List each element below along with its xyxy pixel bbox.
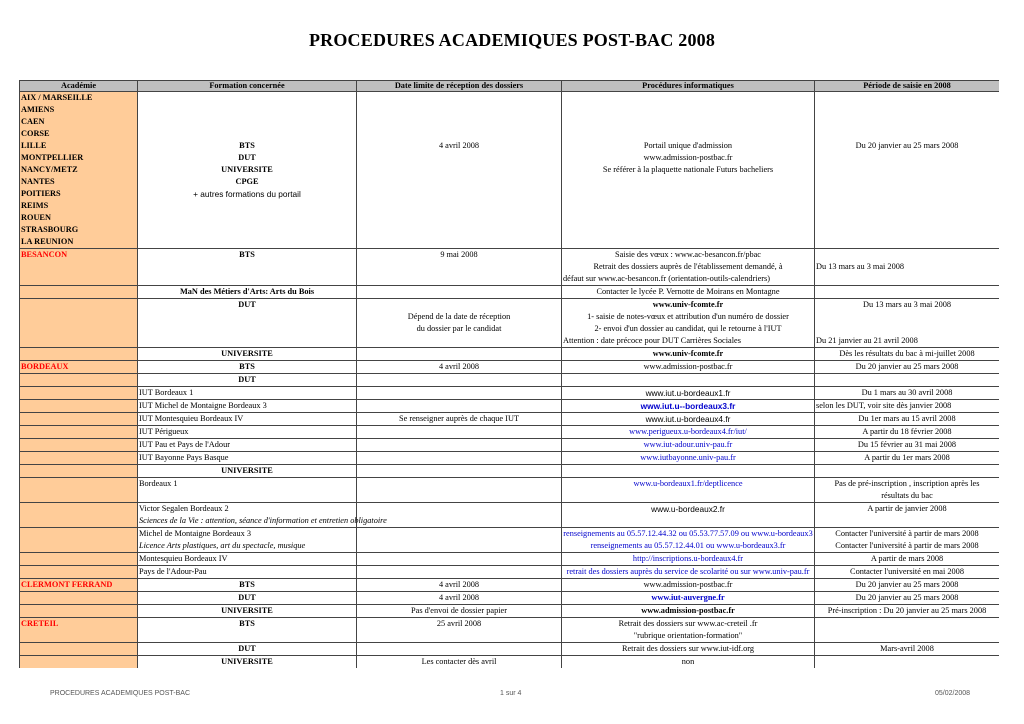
cell-academie — [20, 540, 138, 553]
cell-academie: REIMS — [20, 200, 138, 212]
table-row — [20, 553, 1000, 566]
cell-periode: A partir de mars 2008 — [815, 553, 1000, 566]
cell-procedures — [562, 465, 815, 478]
cell-date-limite — [357, 200, 562, 212]
cell-procedures — [562, 224, 815, 236]
table-row — [20, 400, 1000, 413]
cell-periode: Du 15 février au 31 mai 2008 — [815, 439, 1000, 452]
cell-procedures: Se référer à la plaquette nationale Futurs bacheliers — [562, 164, 815, 176]
cell-academie: LA REUNION — [20, 236, 138, 249]
cell-academie — [20, 566, 138, 579]
cell-date-limite — [357, 643, 562, 656]
cell-date-limite — [357, 400, 562, 413]
table-row — [20, 164, 1000, 176]
cell-formation: UNIVERSITE — [138, 656, 357, 669]
cell-periode — [815, 176, 1000, 188]
cell-procedures: Retrait des dossiers auprès de l'établissement demandé, à — [562, 261, 815, 273]
cell-academie — [20, 656, 138, 669]
cell-periode — [815, 164, 1000, 176]
cell-procedures — [562, 200, 815, 212]
cell-formation: IUT Pau et Pays de l'Adour — [138, 439, 357, 452]
cell-date-limite: Dépend de la date de réception — [357, 311, 562, 323]
cell-procedures: Retrait des dossiers sur www.iut-idf.org — [562, 643, 815, 656]
cell-formation: Licence Arts plastiques, art du spectacle, musique — [138, 540, 357, 553]
cell-academie: CRETEIL — [20, 618, 138, 631]
cell-procedures — [562, 128, 815, 140]
cell-procedures: www.admission-postbac.fr — [562, 152, 815, 164]
table-row — [20, 116, 1000, 128]
cell-academie — [20, 515, 138, 528]
cell-formation: BTS — [138, 361, 357, 374]
document-title: PROCEDURES ACADEMIQUES POST-BAC 2008 — [308, 30, 716, 50]
header-academie: Académie — [20, 81, 138, 92]
table-row — [20, 515, 1000, 528]
cell-procedures — [562, 104, 815, 116]
cell-formation — [138, 323, 357, 335]
cell-date-limite — [357, 176, 562, 188]
cell-periode — [815, 273, 1000, 286]
table-row — [20, 630, 1000, 643]
cell-formation: BTS — [138, 140, 357, 152]
cell-date-limite: 4 avril 2008 — [357, 592, 562, 605]
cell-formation — [138, 490, 357, 503]
cell-formation: DUT — [138, 592, 357, 605]
cell-academie: POITIERS — [20, 188, 138, 200]
cell-formation — [138, 104, 357, 116]
procedures-table — [19, 80, 999, 668]
cell-periode: Contacter l'université en mai 2008 — [815, 566, 1000, 579]
cell-academie: AIX / MARSEILLE — [20, 92, 138, 105]
cell-procedures: Portail unique d'admission — [562, 140, 815, 152]
cell-academie — [20, 348, 138, 361]
cell-formation — [138, 311, 357, 323]
table-row — [20, 566, 1000, 579]
page-footer — [0, 690, 1024, 702]
table-row — [20, 236, 1000, 249]
cell-formation — [138, 212, 357, 224]
cell-academie: NANTES — [20, 176, 138, 188]
cell-date-limite: du dossier par le candidat — [357, 323, 562, 335]
cell-date-limite — [357, 335, 562, 348]
cell-procedures: retrait des dossiers auprès du service de scolarité ou sur www.univ-pau.fr — [562, 566, 815, 579]
table-header-row — [20, 81, 1000, 92]
cell-formation: BTS — [138, 249, 357, 262]
cell-procedures: www.iut.u--bordeaux3.fr — [562, 400, 815, 413]
cell-procedures: www.iut-auvergne.fr — [562, 592, 815, 605]
cell-procedures: 1- saisie de notes-vœux et attribution d'un numéro de dossier — [562, 311, 815, 323]
cell-date-limite — [357, 152, 562, 164]
cell-date-limite — [357, 630, 562, 643]
cell-academie — [20, 311, 138, 323]
cell-formation — [138, 335, 357, 348]
cell-formation: + autres formations du portail — [138, 188, 357, 200]
cell-periode: Du 20 janvier au 25 mars 2008 — [815, 592, 1000, 605]
table-row — [20, 152, 1000, 164]
cell-procedures — [562, 116, 815, 128]
cell-procedures: www.perigueux.u-bordeaux4.fr/iut/ — [562, 426, 815, 439]
cell-procedures — [562, 490, 815, 503]
cell-academie — [20, 261, 138, 273]
cell-periode: A partir du 18 février 2008 — [815, 426, 1000, 439]
cell-procedures: www.iutbayonne.univ-pau.fr — [562, 452, 815, 465]
cell-date-limite — [357, 236, 562, 249]
cell-formation: UNIVERSITE — [138, 164, 357, 176]
cell-date-limite — [357, 128, 562, 140]
cell-periode: Du 20 janvier au 25 mars 2008 — [815, 361, 1000, 374]
table-row — [20, 212, 1000, 224]
cell-formation: DUT — [138, 152, 357, 164]
cell-date-limite — [357, 188, 562, 200]
table-row — [20, 439, 1000, 452]
cell-formation: CPGE — [138, 176, 357, 188]
cell-formation — [138, 128, 357, 140]
table-row — [20, 605, 1000, 618]
cell-periode: A partir du 1er mars 2008 — [815, 452, 1000, 465]
cell-formation: Sciences de la Vie : attention, séance d'information et entretien obligatoire — [138, 515, 357, 528]
cell-date-limite — [357, 387, 562, 400]
cell-periode: Du 13 mars au 3 mai 2008 — [815, 261, 1000, 273]
cell-periode — [815, 311, 1000, 323]
cell-date-limite — [357, 439, 562, 452]
cell-procedures: www.admission-postbac.fr — [562, 579, 815, 592]
cell-procedures — [562, 176, 815, 188]
table-row — [20, 104, 1000, 116]
cell-academie — [20, 299, 138, 312]
cell-formation — [138, 273, 357, 286]
table-row — [20, 618, 1000, 631]
cell-date-limite — [357, 452, 562, 465]
cell-procedures: www.u-bordeaux2.fr — [562, 503, 815, 516]
cell-formation: Bordeaux 1 — [138, 478, 357, 491]
table-row — [20, 299, 1000, 312]
cell-academie — [20, 286, 138, 299]
table-row — [20, 387, 1000, 400]
cell-periode — [815, 515, 1000, 528]
table-row — [20, 128, 1000, 140]
cell-date-limite — [357, 515, 562, 528]
table-row — [20, 188, 1000, 200]
cell-date-limite — [357, 104, 562, 116]
cell-academie: CLERMONT FERRAND — [20, 579, 138, 592]
procedures-table-container — [19, 80, 999, 680]
cell-periode — [815, 323, 1000, 335]
cell-procedures: renseignements au 05.57.12.44.01 ou www.u-bordeaux3.fr — [562, 540, 815, 553]
cell-academie: LILLE — [20, 140, 138, 152]
cell-periode — [815, 249, 1000, 262]
cell-procedures: défaut sur www.ac-besancon.fr (orientation-outils-calendriers) — [562, 273, 815, 286]
cell-academie — [20, 452, 138, 465]
table-row — [20, 528, 1000, 541]
table-row — [20, 361, 1000, 374]
cell-academie: MONTPELLIER — [20, 152, 138, 164]
header-periode: Période de saisie en 2008 — [815, 81, 1000, 92]
cell-date-limite: 9 mai 2008 — [357, 249, 562, 262]
cell-formation: BTS — [138, 579, 357, 592]
cell-date-limite — [357, 116, 562, 128]
cell-academie: BESANCON — [20, 249, 138, 262]
cell-academie: NANCY/METZ — [20, 164, 138, 176]
cell-formation: UNIVERSITE — [138, 465, 357, 478]
table-row — [20, 311, 1000, 323]
cell-periode: Du 20 janvier au 25 mars 2008 — [815, 579, 1000, 592]
cell-periode: Dès les résultats du bac à mi-juillet 2008 — [815, 348, 1000, 361]
cell-periode: Pré-inscription : Du 20 janvier au 25 mars 2008 — [815, 605, 1000, 618]
cell-formation: UNIVERSITE — [138, 348, 357, 361]
cell-procedures: www.iut.u-bordeaux4.fr — [562, 413, 815, 426]
cell-date-limite: Les contacter dès avril — [357, 656, 562, 669]
cell-procedures: www.u-bordeaux1.fr/deptlicence — [562, 478, 815, 491]
header-date-limite: Date limite de réception des dossiers — [357, 81, 562, 92]
cell-formation: BTS — [138, 618, 357, 631]
footer-page-number: 1 sur 4 — [500, 690, 522, 697]
cell-formation — [138, 224, 357, 236]
table-row — [20, 335, 1000, 348]
cell-academie: STRASBOURG — [20, 224, 138, 236]
cell-periode: Du 20 janvier au 25 mars 2008 — [815, 140, 1000, 152]
cell-academie — [20, 426, 138, 439]
table-row — [20, 140, 1000, 152]
cell-date-limite — [357, 261, 562, 273]
table-row — [20, 224, 1000, 236]
cell-academie: CAEN — [20, 116, 138, 128]
cell-date-limite — [357, 299, 562, 312]
cell-formation: IUT Bordeaux 1 — [138, 387, 357, 400]
cell-date-limite — [357, 374, 562, 387]
cell-procedures: 2- envoi d'un dossier au candidat, qui le retourne à l'IUT — [562, 323, 815, 335]
cell-academie — [20, 503, 138, 516]
cell-periode — [815, 224, 1000, 236]
cell-periode: A partir de janvier 2008 — [815, 503, 1000, 516]
cell-academie: BORDEAUX — [20, 361, 138, 374]
cell-academie — [20, 490, 138, 503]
table-row — [20, 465, 1000, 478]
cell-periode — [815, 152, 1000, 164]
table-row — [20, 176, 1000, 188]
table-row — [20, 426, 1000, 439]
table-row — [20, 592, 1000, 605]
cell-date-limite — [357, 273, 562, 286]
cell-procedures — [562, 212, 815, 224]
cell-procedures — [562, 188, 815, 200]
cell-academie — [20, 273, 138, 286]
cell-formation: IUT Montesquieu Bordeaux IV — [138, 413, 357, 426]
table-row — [20, 374, 1000, 387]
cell-periode: Mars-avril 2008 — [815, 643, 1000, 656]
cell-formation — [138, 92, 357, 105]
cell-formation: Victor Segalen Bordeaux 2 — [138, 503, 357, 516]
cell-date-limite — [357, 465, 562, 478]
cell-periode — [815, 104, 1000, 116]
footer-date: 05/02/2008 — [935, 690, 971, 697]
cell-date-limite — [357, 478, 562, 491]
cell-formation: IUT Bayonne Pays Basque — [138, 452, 357, 465]
cell-date-limite: 4 avril 2008 — [357, 579, 562, 592]
cell-periode: Du 1 mars au 30 avril 2008 — [815, 387, 1000, 400]
cell-periode — [815, 116, 1000, 128]
cell-academie — [20, 630, 138, 643]
table-row — [20, 413, 1000, 426]
cell-procedures: www.univ-fcomte.fr — [562, 348, 815, 361]
cell-academie — [20, 553, 138, 566]
cell-date-limite — [357, 92, 562, 105]
cell-periode: Contacter l'université à partir de mars 2008 — [815, 540, 1000, 553]
table-row — [20, 249, 1000, 262]
cell-procedures: "rubrique orientation-formation" — [562, 630, 815, 643]
cell-formation: Pays de l'Adour-Pau — [138, 566, 357, 579]
cell-academie — [20, 465, 138, 478]
table-row — [20, 579, 1000, 592]
cell-academie — [20, 528, 138, 541]
cell-procedures — [562, 236, 815, 249]
cell-academie — [20, 387, 138, 400]
cell-periode: Du 1er mars au 15 avril 2008 — [815, 413, 1000, 426]
table-row — [20, 452, 1000, 465]
cell-date-limite — [357, 566, 562, 579]
cell-periode — [815, 374, 1000, 387]
table-row — [20, 323, 1000, 335]
cell-date-limite — [357, 286, 562, 299]
cell-date-limite — [357, 503, 562, 516]
cell-date-limite — [357, 490, 562, 503]
cell-academie — [20, 592, 138, 605]
cell-academie — [20, 643, 138, 656]
cell-procedures: www.admission-postbac.fr — [562, 605, 815, 618]
cell-procedures: renseignements au 05.57.12.44.32 ou 05.53.77.57.09 ou www.u-bordeaux3 — [563, 529, 813, 538]
table-row — [20, 656, 1000, 669]
cell-academie — [20, 413, 138, 426]
cell-formation: IUT Michel de Montaigne Bordeaux 3 — [138, 400, 357, 413]
cell-periode: Du 13 mars au 3 mai 2008 — [815, 299, 1000, 312]
cell-academie — [20, 374, 138, 387]
cell-procedures: www.admission-postbac.fr — [562, 361, 815, 374]
cell-procedures: Attention : date précoce pour DUT Carrières Sociales — [562, 335, 815, 348]
cell-academie — [20, 323, 138, 335]
cell-procedures: http://inscriptions.u-bordeaux4.fr — [562, 553, 815, 566]
cell-academie: ROUEN — [20, 212, 138, 224]
cell-procedures: non — [562, 656, 815, 669]
cell-periode — [815, 128, 1000, 140]
cell-periode — [815, 286, 1000, 299]
cell-academie — [20, 335, 138, 348]
cell-periode: Du 21 janvier au 21 avril 2008 — [815, 335, 1000, 348]
table-row — [20, 273, 1000, 286]
cell-periode — [815, 656, 1000, 669]
cell-formation — [138, 630, 357, 643]
cell-periode — [815, 200, 1000, 212]
cell-procedures — [562, 92, 815, 105]
table-row — [20, 478, 1000, 491]
cell-date-limite: 4 avril 2008 — [357, 140, 562, 152]
cell-academie — [20, 478, 138, 491]
cell-periode — [815, 188, 1000, 200]
table-row — [20, 200, 1000, 212]
cell-periode — [815, 465, 1000, 478]
cell-procedures: www.iut-adour.univ-pau.fr — [562, 439, 815, 452]
cell-procedures — [562, 374, 815, 387]
cell-periode — [815, 212, 1000, 224]
cell-procedures — [562, 515, 815, 528]
cell-date-limite: Pas d'envoi de dossier papier — [357, 605, 562, 618]
cell-periode — [815, 618, 1000, 631]
cell-periode — [815, 236, 1000, 249]
header-formation: Formation concernée — [138, 81, 357, 92]
cell-procedures: Contacter le lycée P. Vernotte de Moirans en Montagne — [562, 286, 815, 299]
table-row — [20, 261, 1000, 273]
cell-date-limite: Se renseigner auprès de chaque IUT — [357, 413, 562, 426]
cell-procedures: www.univ-fcomte.fr — [562, 299, 815, 312]
footer-left: PROCEDURES ACADEMIQUES POST-BAC — [50, 690, 191, 697]
cell-date-limite — [357, 528, 562, 541]
cell-formation — [138, 261, 357, 273]
cell-periode — [815, 630, 1000, 643]
cell-date-limite — [357, 224, 562, 236]
cell-formation: DUT — [138, 299, 357, 312]
cell-procedures: Retrait des dossiers sur www.ac-creteil .fr — [562, 618, 815, 631]
cell-procedures: Saisie des vœux : www.ac-besancon.fr/pbac — [562, 249, 815, 262]
cell-academie — [20, 439, 138, 452]
cell-date-limite — [357, 426, 562, 439]
cell-date-limite — [357, 348, 562, 361]
cell-formation — [138, 236, 357, 249]
cell-formation: Michel de Montaigne Bordeaux 3 — [138, 528, 357, 541]
table-row — [20, 286, 1000, 299]
cell-periode: selon les DUT, voir site dès janvier 2008 — [815, 400, 1000, 413]
cell-periode: Pas de pré-inscription , inscription après les — [815, 478, 1000, 491]
cell-procedures: www.iut.u-bordeaux1.fr — [562, 387, 815, 400]
cell-formation: DUT — [138, 643, 357, 656]
cell-formation: IUT Périgueux — [138, 426, 357, 439]
cell-formation: MaN des Métiers d'Arts: Arts du Bois — [138, 286, 357, 299]
table-row — [20, 643, 1000, 656]
cell-periode: Contacter l'université à partir de mars 2008 — [815, 528, 1000, 541]
table-body — [20, 92, 1000, 669]
cell-academie — [20, 605, 138, 618]
cell-academie: AMIENS — [20, 104, 138, 116]
cell-formation: DUT — [138, 374, 357, 387]
cell-date-limite: 25 avril 2008 — [357, 618, 562, 631]
cell-date-limite — [357, 164, 562, 176]
cell-periode — [815, 92, 1000, 105]
table-row — [20, 503, 1000, 516]
cell-formation: Montesquieu Bordeaux IV — [138, 553, 357, 566]
cell-academie — [20, 400, 138, 413]
cell-formation — [138, 200, 357, 212]
table-row — [20, 540, 1000, 553]
table-row — [20, 490, 1000, 503]
cell-date-limite — [357, 540, 562, 553]
cell-academie: CORSE — [20, 128, 138, 140]
header-procedures: Procédures informatiques — [562, 81, 815, 92]
cell-date-limite: 4 avril 2008 — [357, 361, 562, 374]
cell-date-limite — [357, 212, 562, 224]
table-row — [20, 92, 1000, 105]
cell-formation — [138, 116, 357, 128]
cell-periode: résultats du bac — [815, 490, 1000, 503]
cell-formation: UNIVERSITE — [138, 605, 357, 618]
cell-date-limite — [357, 553, 562, 566]
table-row — [20, 348, 1000, 361]
